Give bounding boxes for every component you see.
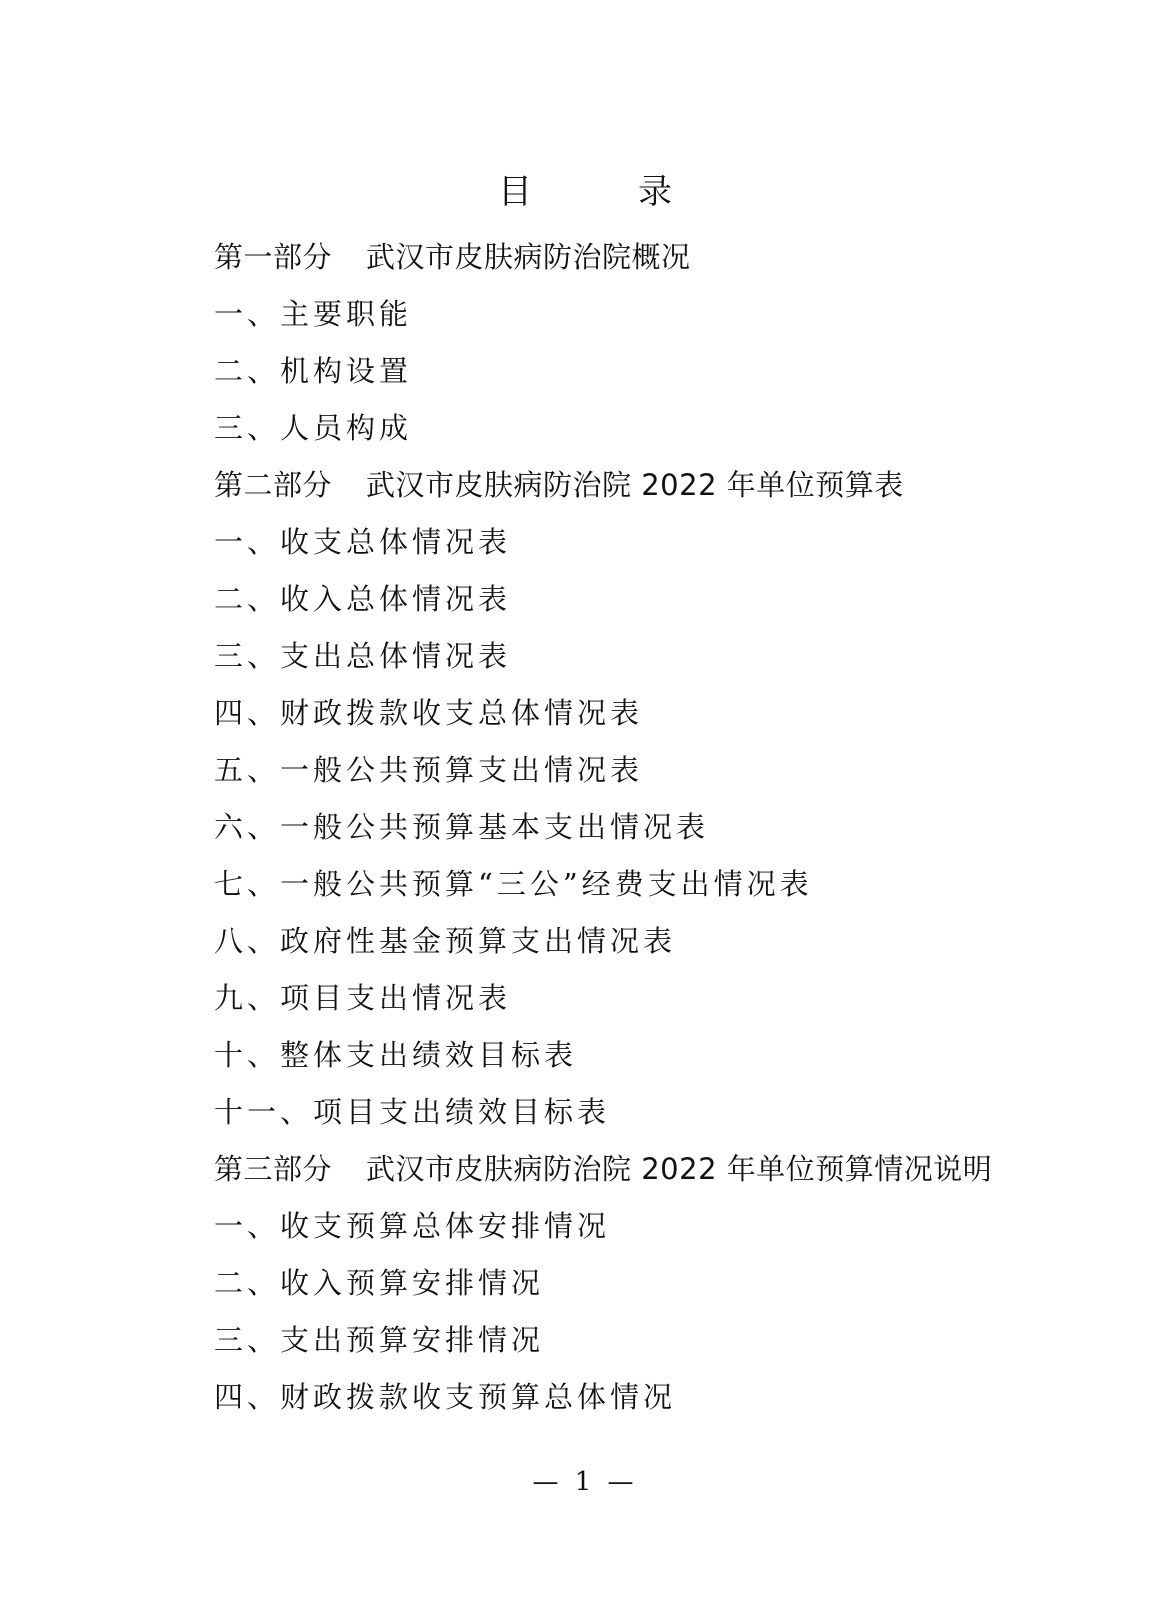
part-title: 武汉市皮肤病防治院概况 — [366, 240, 691, 274]
toc-item: 二、收入总体情况表 — [214, 582, 512, 616]
toc-item: 四、财政拨款收支总体情况表 — [214, 696, 644, 730]
part-title: 武汉市皮肤病防治院 2022 年单位预算表 — [366, 468, 904, 502]
toc-item: 九、项目支出情况表 — [214, 981, 512, 1015]
part-heading-2 — [214, 457, 1094, 514]
toc-item: 二、机构设置 — [214, 354, 413, 388]
toc-item: 六、一般公共预算基本支出情况表 — [214, 810, 710, 844]
toc-item: 一、收支预算总体安排情况 — [214, 1209, 611, 1243]
part-number: 第三部分 — [214, 1152, 333, 1186]
toc-item: 七、一般公共预算“三公”经费支出情况表 — [214, 867, 813, 901]
toc-item: 三、支出总体情况表 — [214, 639, 512, 673]
toc-item: 二、收入预算安排情况 — [214, 1266, 545, 1300]
toc-item: 一、收支总体情况表 — [214, 525, 512, 559]
toc-item: 十一、项目支出绩效目标表 — [214, 1095, 611, 1129]
part-heading-3 — [214, 1141, 1094, 1198]
part-number: 第二部分 — [214, 468, 333, 502]
toc-item: 八、政府性基金预算支出情况表 — [214, 924, 677, 958]
toc-title: 目 录 — [498, 172, 708, 212]
part-heading-1 — [214, 229, 1094, 286]
part-title: 武汉市皮肤病防治院 2022 年单位预算情况说明 — [366, 1152, 993, 1186]
table-of-contents — [214, 229, 1094, 1426]
toc-item: 一、主要职能 — [214, 297, 413, 331]
toc-item: 三、支出预算安排情况 — [214, 1323, 545, 1357]
toc-item: 四、财政拨款收支预算总体情况 — [214, 1380, 677, 1414]
page-number: — 1 — — [532, 1467, 638, 1497]
toc-item: 三、人员构成 — [214, 411, 413, 445]
part-number: 第一部分 — [214, 240, 333, 274]
toc-item: 十、整体支出绩效目标表 — [214, 1038, 578, 1072]
toc-item: 五、一般公共预算支出情况表 — [214, 753, 644, 787]
